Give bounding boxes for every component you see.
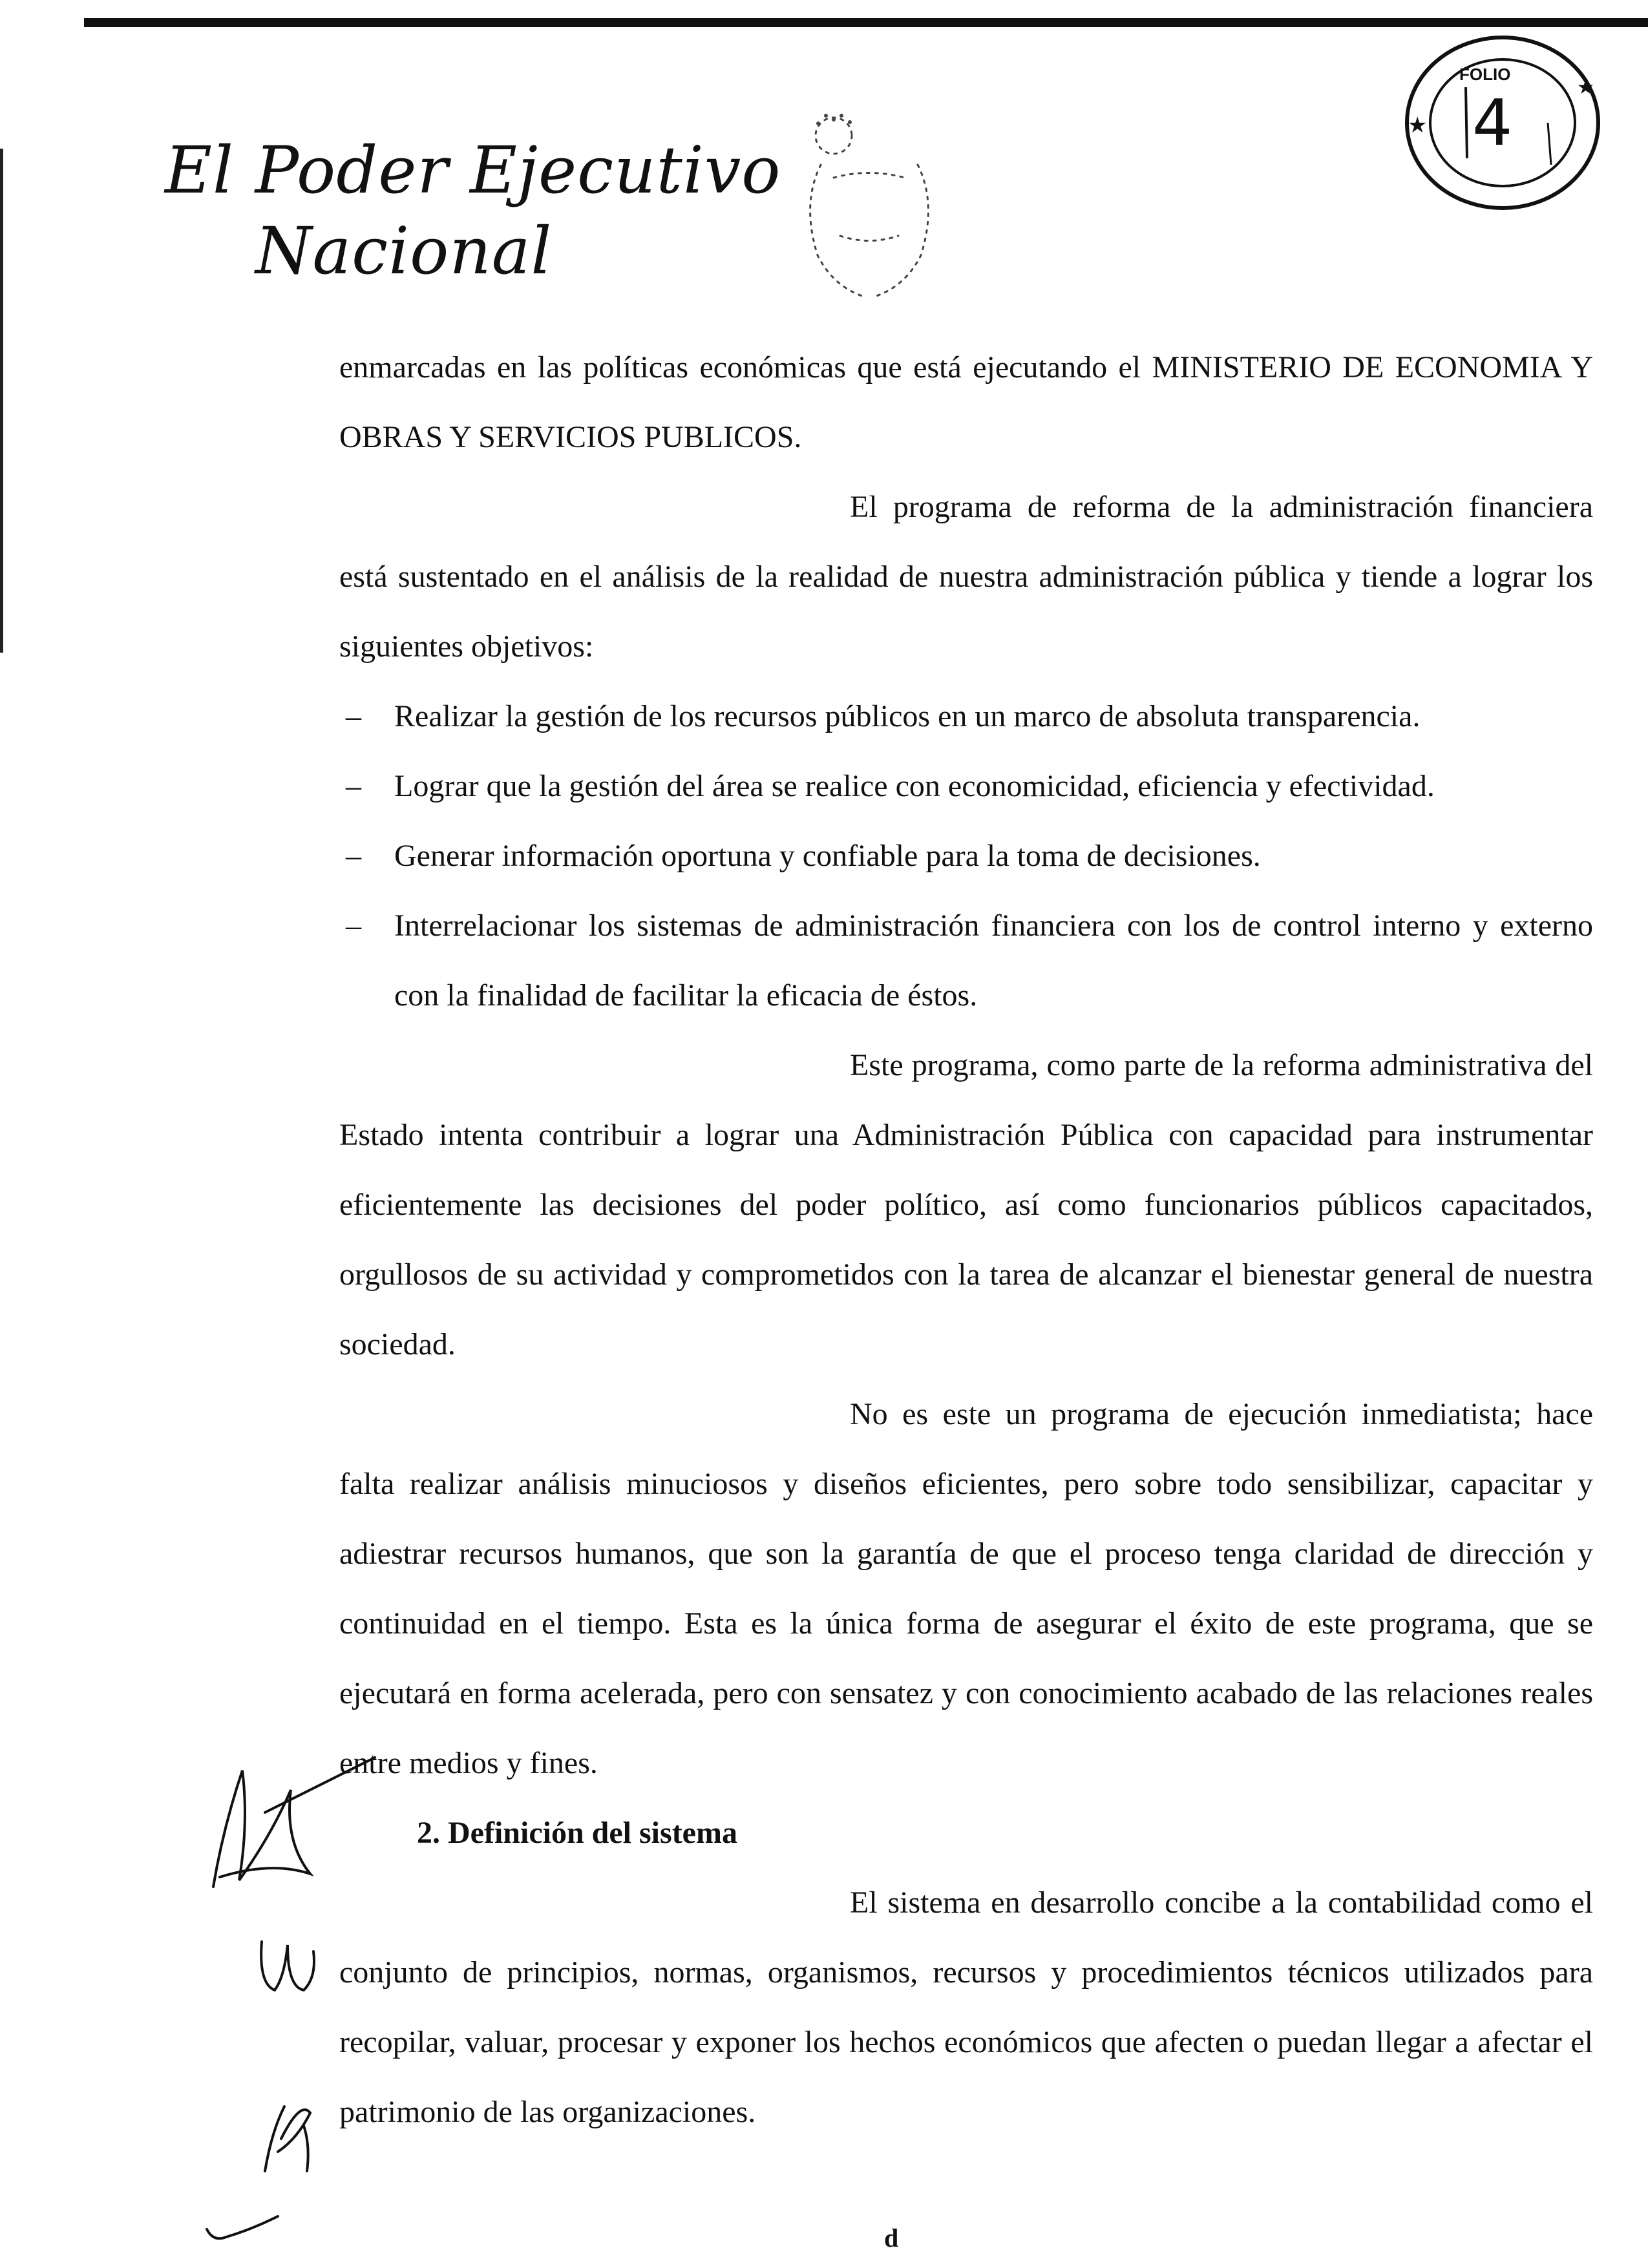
letterhead (165, 132, 781, 300)
handwritten-mark-icon (200, 2203, 291, 2249)
folio-stamp (1389, 26, 1609, 220)
national-emblem-icon (795, 107, 944, 307)
paragraph-1: enmarcadas en las políticas económicas que está ejecutando el MINISTERIO DE ECONOMIA Y OBRAS Y SERVICIOS PUBLICOS. (339, 350, 1593, 454)
folio-label: FOLIO (1459, 65, 1511, 84)
bullet-marker: – (346, 769, 361, 803)
paragraph-3: Este programa, como parte de la reforma administrativa del Estado intenta contribuir a lograr una Administración Pública con capacidad para instrumentar eficientemente las decisiones del poder político, así como funcionarios públicos capacitados, orgullosos de su actividad y comprometidos con la tarea de alcanzar el bienestar general de nuestra sociedad. (339, 1048, 1593, 1361)
list-item (339, 682, 1593, 751)
objectives-list (339, 682, 1593, 1031)
svg-text:★: ★ (1408, 112, 1428, 138)
section-heading: 2. Definición del sistema (417, 1816, 737, 1850)
letterhead-line-1: El Poder Ejecutivo (165, 132, 781, 208)
handwritten-initials-2-icon (246, 2087, 343, 2184)
scan-edge-line (0, 149, 3, 653)
bullet-marker: – (346, 699, 361, 733)
bullet-marker: – (346, 839, 361, 873)
document-body (339, 333, 1593, 2147)
paragraph-4: No es este un programa de ejecución inmediatista; hace falta realizar análisis minuciosos y diseños eficientes, pero sobre todo sensibilizar, capacitar y adiestrar recursos humanos, que son la garantía de que el proceso tenga claridad de dirección y continuidad en el tiempo. Esta es la única forma de asegurar el éxito de este programa, que se ejecutará en forma acelerada, pero con sensatez y con conocimiento acabado de las relaciones reales entre medios y fines. (339, 1397, 1593, 1780)
handwritten-initials-icon (252, 1932, 349, 2003)
bullet-marker: – (346, 908, 361, 943)
list-item-text: Lograr que la gestión del área se realice con economicidad, eficiencia y efectividad. (394, 769, 1435, 803)
letterhead-line-2: Nacional (255, 213, 553, 289)
paragraph-5: El sistema en desarrollo concibe a la contabilidad como el conjunto de principios, normas, organismos, recursos y procedimientos técnicos utilizados para recopilar, valuar, procesar y exponer los hechos económicos que afecten o puedan llegar a afectar el patrimonio de las organizaciones. (339, 1885, 1593, 2129)
list-item-text: Interrelacionar los sistemas de administración financiera con los de control interno y externo con la finalidad de facilitar la eficacia de éstos. (394, 908, 1593, 1013)
list-item (339, 751, 1593, 821)
folio-number: 4 (1472, 87, 1513, 160)
list-item-text: Realizar la gestión de los recursos públicos en un marco de absoluta transparencia. (394, 699, 1421, 733)
page-number: d (884, 2223, 899, 2252)
list-item (339, 821, 1593, 891)
handwritten-signature-icon (194, 1751, 388, 1900)
paragraph-2: El programa de reforma de la administración financiera está sustentado en el análisis de la realidad de nuestra administración pública y tiende a lograr los siguientes objetivos: (339, 490, 1593, 664)
list-item (339, 891, 1593, 1031)
list-item-text: Generar información oportuna y confiable para la toma de decisiones. (394, 839, 1261, 873)
svg-text:★: ★ (1577, 76, 1594, 99)
